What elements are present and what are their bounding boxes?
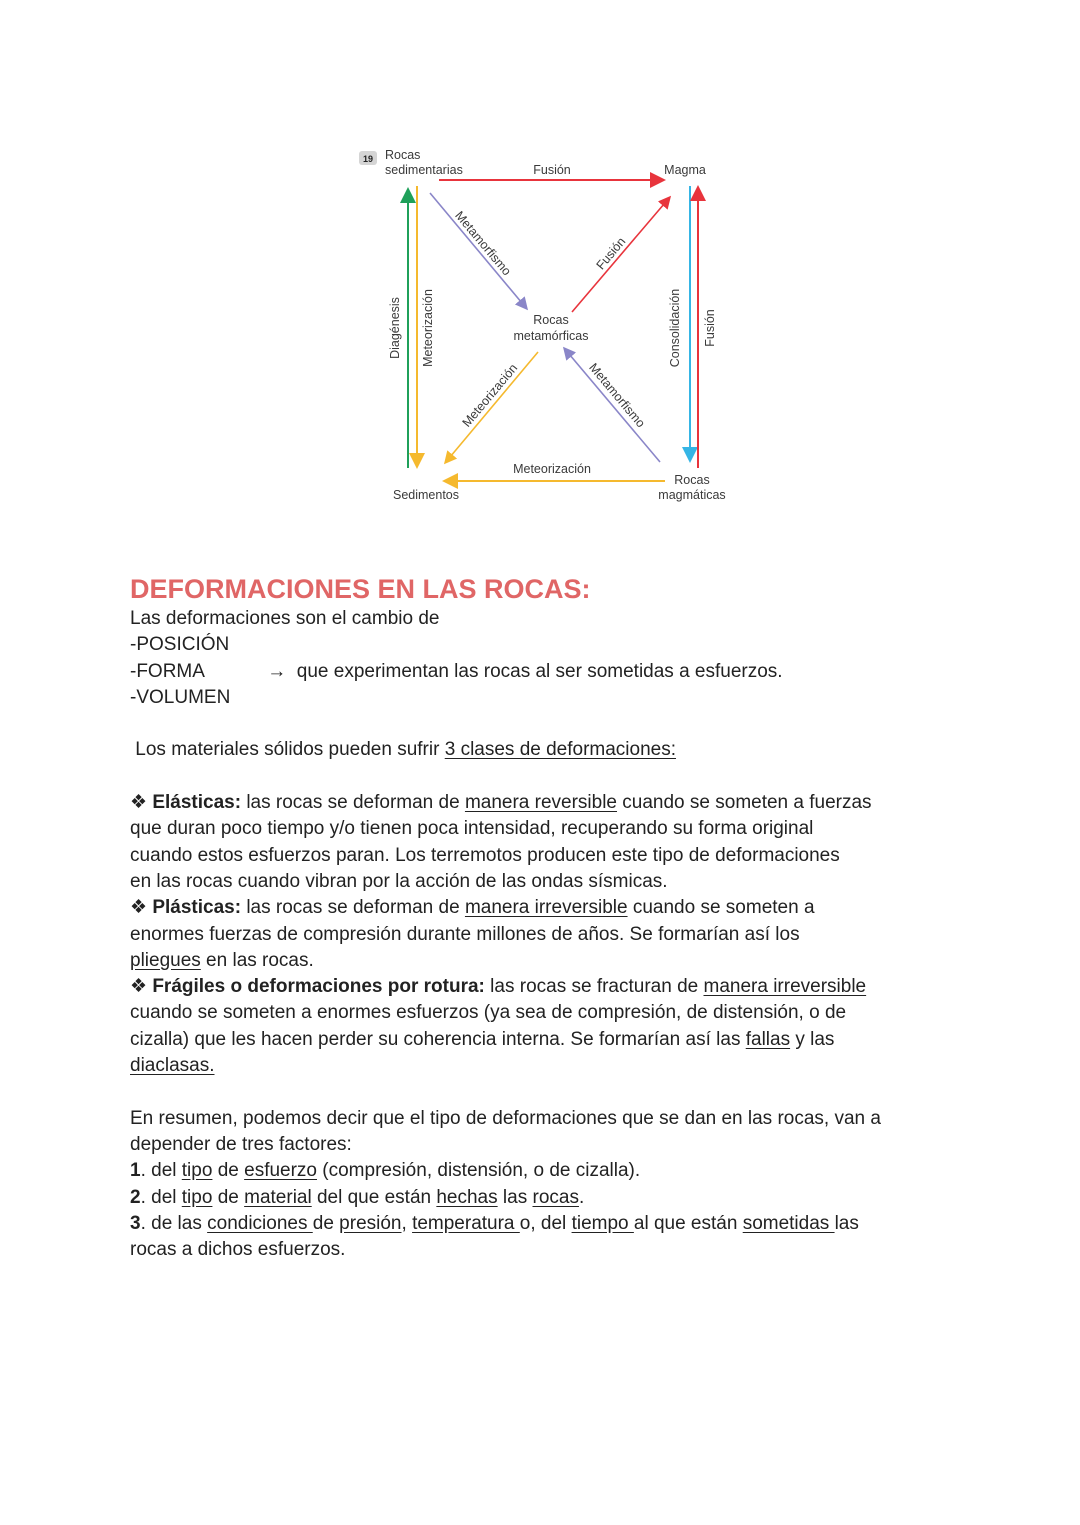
text-segment: . del [140,1186,182,1208]
arrow-meteorizacion-diag [445,352,538,463]
underlined-text: sometidas [742,1212,835,1234]
text-line [130,1106,950,1132]
document-body [130,572,950,1263]
text-line [130,948,950,974]
underlined-text: rocas [532,1186,579,1208]
underlined-text: diaclasas. [130,1055,215,1077]
text-segment: cuando se someten a fuerzas [617,792,872,814]
text-line [130,869,950,895]
underlined-text: 3 clases de deformaciones: [444,739,677,761]
arrow-metamorfismo-1 [430,193,527,309]
text-segment: cuando estos esfuerzos paran. Los terremotos producen este tipo de deformaciones [130,844,840,866]
text-line [130,1211,950,1237]
text-line [130,922,950,948]
text-line [130,1027,950,1053]
text-segment: . del [140,1160,182,1182]
text-segment: de [212,1160,245,1182]
text-line [130,1185,950,1211]
label-metamorfismo-2: Metamorfismo [586,360,648,431]
underlined-text: manera irreversible [464,897,628,919]
text-segment: las rocas se deforman de [241,792,465,814]
underlined-text: tiempo [571,1212,634,1234]
text-segment: las rocas se deforman de [241,897,465,919]
node-sedimentarias: Rocas [385,148,421,162]
text-line [130,843,950,869]
label-fusion-right: Fusión [703,309,717,347]
bold-term: 1 [130,1160,141,1182]
text-line [130,1158,950,1184]
underlined-text: pliegues [130,949,201,971]
underlined-text: esfuerzo [244,1160,317,1182]
text-segment: de [212,1186,245,1208]
label-fusion-diag: Fusión [593,234,629,273]
underlined-text: hechas [436,1186,498,1208]
text-line [130,1053,950,1079]
text-segment: cizalla) que les hacen perder su coherencia interna. Se formarían así las [130,1028,746,1050]
node-sedimentos: Sedimentos [392,488,460,502]
arrow-fusion-diag [572,197,670,312]
text-segment: depender de tres factores: [130,1133,352,1155]
blank-line [130,1079,950,1105]
blank-line [130,764,950,790]
underlined-text: tipo [181,1186,213,1208]
text-segment: enormes fuerzas de compresión durante millones de años. Se formarían así los [130,923,800,945]
text-segment: . de las [140,1212,208,1234]
text-segment: ❖ [130,792,153,814]
text-line [130,737,950,763]
text-segment: Los materiales sólidos pueden sufrir [130,739,445,761]
node-metamorficas: metamórficas [513,329,589,343]
text-segment: ❖ [130,976,153,998]
text-segment: -VOLUMEN [130,686,231,708]
text-line [130,1237,950,1263]
text-line [130,1000,950,1026]
text-line [130,790,950,816]
text-segment: Las deformaciones son el cambio de [130,608,440,629]
text-segment: que duran poco tiempo y/o tienen poca intensidad, recuperando su forma original [130,818,814,840]
label-consolidacion: Consolidación [668,288,682,368]
underlined-text: fallas [745,1028,791,1050]
text-segment: En resumen, podemos decir que el tipo de deformaciones que se dan en las rocas, van a [130,1107,881,1129]
node-metamorficas: Rocas [533,313,569,327]
text-segment: o, del [519,1212,572,1234]
text-segment: en las rocas. [200,949,314,971]
underlined-text: manera reversible [464,792,618,814]
label-metamorfismo-1: Metamorfismo [452,208,514,279]
underlined-text: material [244,1186,312,1208]
underlined-text: tipo [181,1160,213,1182]
text-segment: y las [790,1028,835,1050]
text-line [130,685,950,711]
text-segment: rocas a dichos esfuerzos. [130,1239,346,1261]
text-segment: cuando se someten a enormes esfuerzos (ya sea de compresión, de distensión, o de [130,1002,847,1024]
node-magma: Magma [664,163,706,177]
node-magmaticas: Rocas [674,473,710,487]
text-segment: en las rocas cuando vibran por la acción de las ondas sísmicas. [130,870,668,892]
underlined-text: presión [339,1212,402,1234]
text-line [130,659,950,685]
blank-line [130,711,950,737]
body-text [130,606,950,1263]
text-segment: al que están [633,1212,743,1234]
text-segment: cuando se someten a [627,897,815,919]
label-meteorizacion-left: Meteorización [421,289,435,367]
text-segment: -POSICIÓN [130,634,230,656]
text-segment: . [578,1186,585,1208]
bold-term: Plásticas: [152,897,242,919]
text-segment: de [312,1212,340,1234]
label-meteorizacion-diag: Meteorización [459,361,521,430]
arrow-metamorfismo-2 [564,348,660,462]
label-diagenesis: Diagénesis [388,297,402,359]
text-segment: ❖ [130,897,153,919]
underlined-text: temperatura [412,1212,520,1234]
text-line [130,606,950,632]
text-segment: las [834,1212,859,1234]
label-meteorizacion-bottom: Meteorización [513,462,591,476]
bold-term: 3 [130,1212,141,1234]
text-segment: -FORMA → que experimentan las rocas al ser sometidas a esfuerzos. [130,660,783,682]
text-segment: del que están [311,1186,437,1208]
node-sedimentarias: sedimentarias [385,163,463,177]
text-line [130,816,950,842]
node-magmaticas: magmáticas [658,488,726,502]
rock-cycle-diagram [0,0,1080,520]
section-heading: DEFORMACIONES EN LAS ROCAS: [130,574,591,604]
text-segment: (compresión, distensión, o de cizalla). [317,1160,641,1182]
text-line [130,1132,950,1158]
text-line [130,974,950,1000]
text-line [130,632,950,658]
text-segment: las rocas se fracturan de [484,976,704,998]
underlined-text: manera irreversible [703,976,867,998]
bold-term: 2 [130,1186,141,1208]
underlined-text: condiciones [207,1212,313,1234]
label-fusion-top: Fusión [533,163,571,177]
bold-term: Elásticas: [152,792,242,814]
text-segment: , [401,1212,413,1234]
text-line [130,895,950,921]
text-segment: las [497,1186,533,1208]
bold-term: Frágiles o deformaciones por rotura: [152,976,485,998]
figure-number: 19 [362,154,374,164]
